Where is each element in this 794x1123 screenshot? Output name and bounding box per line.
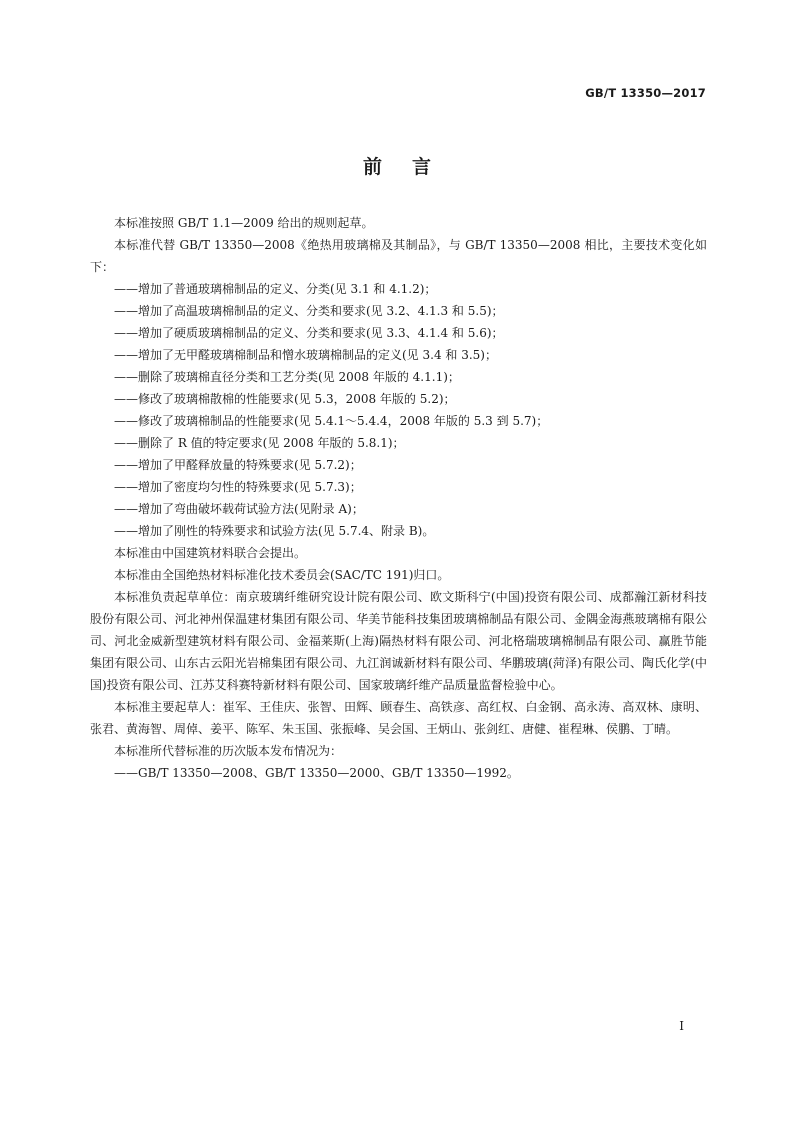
paragraph-proposed-by: 本标准由中国建筑材料联合会提出。 bbox=[114, 546, 307, 560]
paragraph-centralized-by: 本标准由全国绝热材料标准化技术委员会(SAC/TC 191)归口。 bbox=[114, 568, 450, 582]
change-item: ——修改了玻璃棉制品的性能要求(见 5.4.1～5.4.4，2008 年版的 5.3 到 5.7)； bbox=[114, 414, 549, 428]
change-item: ——增加了甲醛释放量的特殊要求(见 5.7.2)； bbox=[114, 458, 362, 472]
page-title: 前言 bbox=[362, 156, 461, 178]
paragraph-history-intro: 本标准所代替标准的历次版本发布情况为： bbox=[114, 744, 343, 758]
page-number: I bbox=[679, 1019, 684, 1033]
change-item: ——删除了 R 值的特定要求(见 2008 年版的 5.8.1)； bbox=[114, 436, 405, 450]
paragraph-replaces: 本标准代替 GB/T 13350—2008《绝热用玻璃棉及其制品》，与 GB/T 13350—2008 相比，主要技术变化如下： bbox=[90, 238, 707, 274]
change-item: ——删除了玻璃棉直径分类和工艺分类(见 2008 年版的 4.1.1)； bbox=[114, 370, 460, 384]
standard-number: GB/T 13350—2017 bbox=[585, 86, 706, 100]
history-item: ——GB/T 13350—2008、GB/T 13350—2000、GB/T 13350—1992。 bbox=[114, 766, 519, 780]
change-item: ——增加了硬质玻璃棉制品的定义、分类和要求(见 3.3、4.1.4 和 5.6)； bbox=[114, 326, 504, 340]
change-item: ——增加了普通玻璃棉制品的定义、分类(见 3.1 和 4.1.2)； bbox=[114, 282, 437, 296]
paragraph-drafting-rules: 本标准按照 GB/T 1.1—2009 给出的规则起草。 bbox=[114, 216, 374, 230]
change-item: ——增加了密度均匀性的特殊要求(见 5.7.3)； bbox=[114, 480, 362, 494]
change-item: ——增加了高温玻璃棉制品的定义、分类和要求(见 3.2、4.1.3 和 5.5)； bbox=[114, 304, 504, 318]
paragraph-drafters: 本标准主要起草人：崔军、王佳庆、张智、田辉、顾春生、高铁彦、高红权、白金钢、高永涛、高双林、康明、张君、黄海智、周倬、姜平、陈军、朱玉国、张振峰、吴会国、王炳山、张剑红、唐健、崔程琳、侯鹏、丁晴。 bbox=[90, 700, 707, 736]
change-item: ——增加了无甲醛玻璃棉制品和憎水玻璃棉制品的定义(见 3.4 和 3.5)； bbox=[114, 348, 497, 362]
document-body bbox=[90, 212, 707, 784]
change-item: ——增加了刚性的特殊要求和试验方法(见 5.7.4、附录 B)。 bbox=[114, 524, 435, 538]
change-item: ——增加了弯曲破坏载荷试验方法(见附录 A)； bbox=[114, 502, 364, 516]
paragraph-drafting-units: 本标准负责起草单位：南京玻璃纤维研究设计院有限公司、欧文斯科宁(中国)投资有限公司、成都瀚江新材科技股份有限公司、河北神州保温建材集团有限公司、华美节能科技集团玻璃棉制品有限公司、金隅金海燕玻璃棉有限公司、河北金威新型建筑材料有限公司、金福莱斯(上海)隔热材料有限公司、河北格瑞玻璃棉制品有限公司、赢胜节能集团有限公司、山东古云阳光岩棉集团有限公司、九江润诚新材料有限公司、华鹏玻璃(菏泽)有限公司、陶氏化学(中国)投资有限公司、江苏艾科赛特新材料有限公司、国家玻璃纤维产品质量监督检验中心。 bbox=[90, 590, 707, 692]
change-item: ——修改了玻璃棉散棉的性能要求(见 5.3，2008 年版的 5.2)； bbox=[114, 392, 456, 406]
